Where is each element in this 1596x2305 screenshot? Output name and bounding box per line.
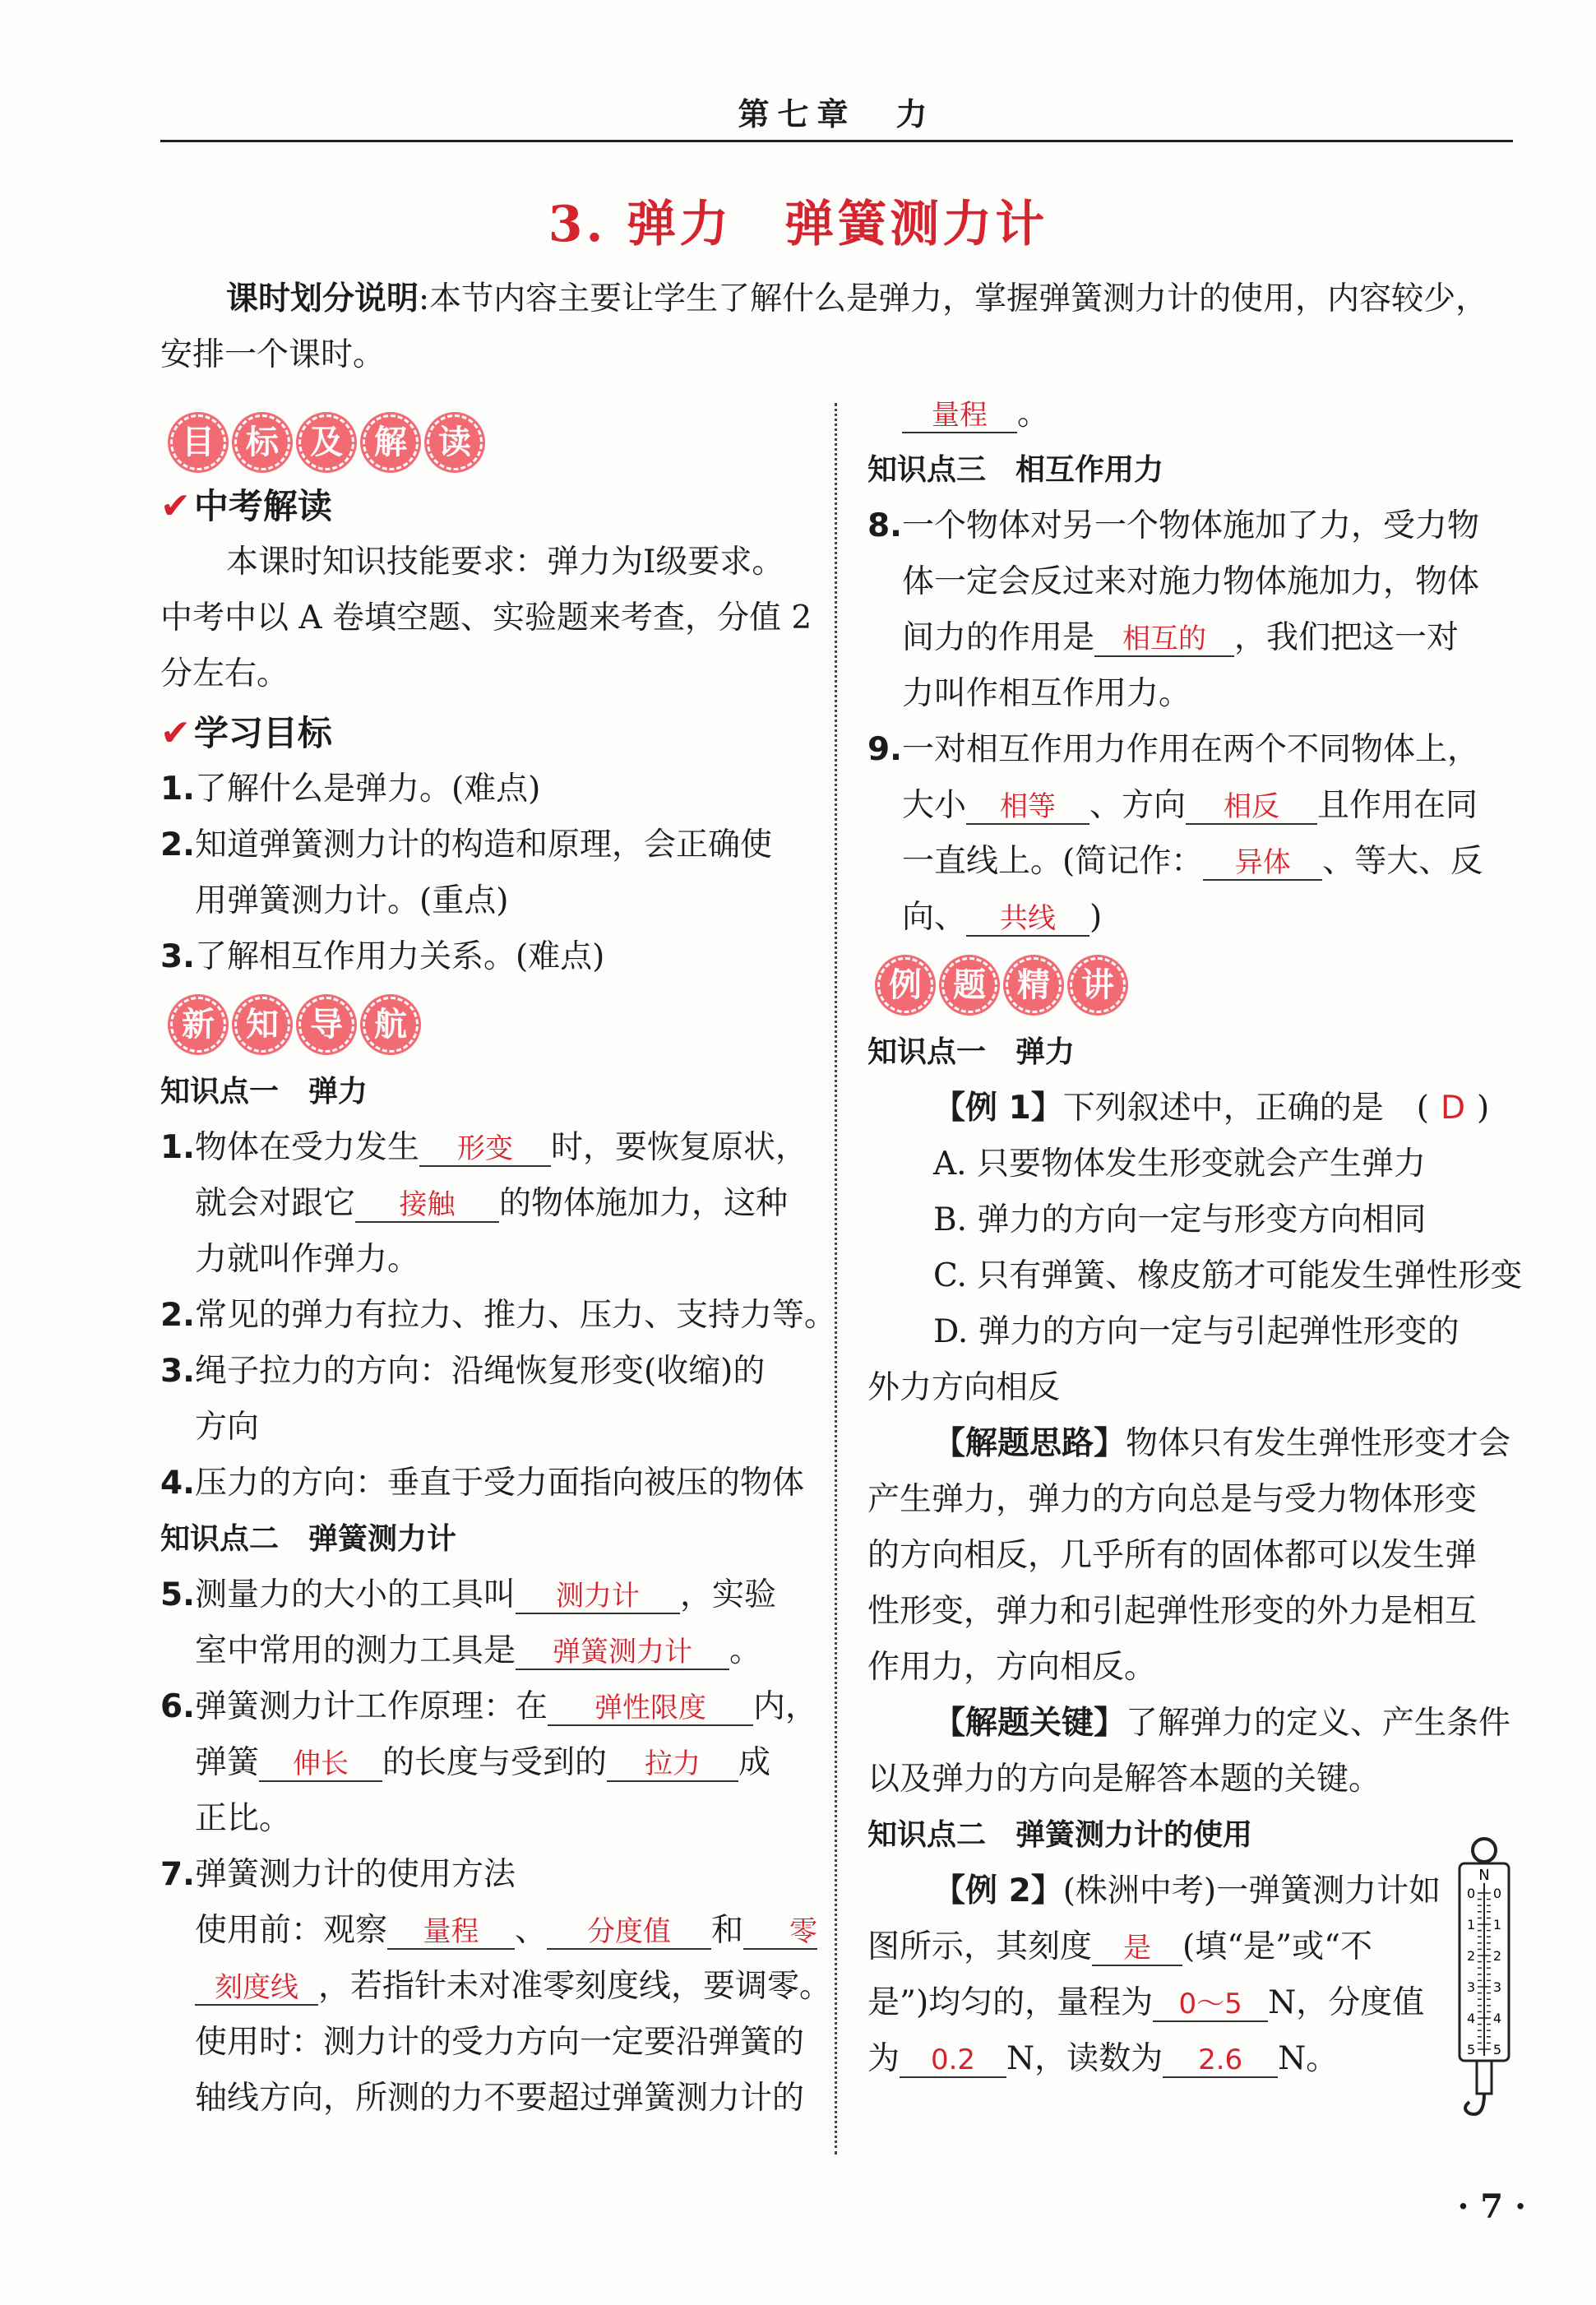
badge-char: 题 <box>941 957 997 1013</box>
question-5 <box>160 1567 818 1623</box>
q-text: 。 <box>1017 396 1050 433</box>
q-text: N。 <box>1278 2040 1339 2077</box>
q-text: 弹簧测力计的使用方法 <box>194 1856 516 1893</box>
question-7-before <box>160 1903 818 1959</box>
question-1-cont <box>160 1176 818 1232</box>
q-text: 下列叙述中，正确的是 <box>1062 1090 1384 1127</box>
idea-text: 产生弹力，弹力的方向总是与受力物体形变 <box>867 1481 1478 1518</box>
knowledge-point-2: 知识点二 弹簧测力计 <box>160 1522 457 1556</box>
q-text: 的物体施加力，这种 <box>499 1185 789 1222</box>
q-num: 9. <box>867 731 902 768</box>
question-2 <box>160 1288 836 1344</box>
scale-tick-label: 0 <box>1492 1886 1501 1901</box>
intro-text-1: :本节内容主要让学生了解什么是弹力，掌握弹簧测力计的使用，内容较少， <box>419 280 1488 317</box>
question-6 <box>160 1679 818 1735</box>
answer-blank: 弹性限度 <box>548 1692 753 1726</box>
scale-tick-label: 4 <box>1467 2011 1476 2026</box>
goals-heading <box>160 706 818 761</box>
example-1: 【例 1】下列叙述中，正确的是 ( D ) <box>933 1090 1490 1127</box>
badge-char: 目 <box>170 414 226 470</box>
q-text: 轴线方向，所测的力不要超过弹簧测力计的 <box>195 2080 805 2117</box>
chapter-title: 第七章 力 <box>738 95 936 132</box>
question-5-cont <box>160 1623 818 1679</box>
knowledge-point-3: 知识点三 相互作用力 <box>867 453 1164 487</box>
scale-ring <box>1473 1839 1496 1862</box>
goal-text: 了解相互作用力关系。(难点) <box>194 938 605 975</box>
idea-text: 性形变，弹力和引起弹性形变的外力是相互 <box>867 1593 1478 1630</box>
idea-text: 的方向相反，几乎所有的固体都可以发生弹 <box>867 1537 1478 1574</box>
answer-blank: 是 <box>1092 1932 1182 1966</box>
scale-hook <box>1465 2094 1484 2114</box>
example-knowledge-point-2: 知识点二 弹簧测力计的使用 <box>867 1818 1253 1852</box>
q-text: 力叫作相互作用力。 <box>902 675 1191 712</box>
q-text: 绳子拉力的方向：沿绳恢复形变(收缩)的 <box>194 1353 766 1390</box>
column-divider <box>835 403 837 2155</box>
q-num: 2. <box>160 1297 195 1334</box>
badge-char: 讲 <box>1070 957 1126 1013</box>
spring-scale-figure <box>1447 1834 1521 2138</box>
badge-char: 导 <box>298 997 354 1053</box>
badge-char: 新 <box>170 997 226 1053</box>
q-text: N，读数为 <box>1006 2040 1163 2077</box>
q-num: 8. <box>867 507 902 544</box>
exam-heading <box>160 479 818 535</box>
scale-tick-label: 5 <box>1467 2042 1476 2057</box>
badge-objectives <box>170 414 818 470</box>
option-d-cont: 外力方向相反 <box>867 1369 1061 1406</box>
goal-item <box>160 817 818 873</box>
q-num: 7. <box>160 1856 195 1893</box>
answer-blank: 0.2 <box>900 2043 1006 2078</box>
q-text: 图所示，其刻度 <box>867 1928 1093 1965</box>
option-d: D. 弹力的方向一定与引起弹性形变的 <box>933 1313 1460 1350</box>
option-a: A. 只要物体发生形变就会产生弹力 <box>933 1146 1426 1183</box>
intro-label: 课时划分说明 <box>226 280 419 317</box>
answer-blank: 分度值 <box>547 1915 711 1950</box>
q-text: ) <box>1089 899 1103 936</box>
q-text: 是”)均匀的，量程为 <box>867 1984 1154 2021</box>
example-2-cont <box>867 1919 1525 1975</box>
example-label: 【例 1】 <box>933 1090 1063 1127</box>
scale-tick-label: 1 <box>1492 1917 1501 1932</box>
q-text: ，实验 <box>679 1576 776 1613</box>
q-text: 常见的弹力有拉力、推力、压力、支持力等。 <box>194 1297 836 1334</box>
q-text: 成 <box>738 1744 771 1781</box>
question-7-before-cont <box>160 1959 832 2015</box>
q-text: 物体在受力发生 <box>194 1129 419 1166</box>
scale-tick-label: 4 <box>1492 2011 1501 2026</box>
scale-tick-label: 1 <box>1467 1917 1476 1932</box>
answer-blank: 测力计 <box>516 1580 680 1614</box>
goal-num: 2. <box>160 826 195 863</box>
badge-examples <box>877 957 1525 1013</box>
running-header <box>160 82 1513 142</box>
badge-char: 例 <box>877 957 933 1013</box>
scale-tick-label: 2 <box>1467 1948 1476 1964</box>
q-text: 时，要恢复原状， <box>550 1129 807 1166</box>
q-text: 内， <box>752 1688 817 1725</box>
badge-new-knowledge <box>170 997 818 1053</box>
option-b: B. 弹力的方向一定与形变方向相同 <box>933 1201 1427 1238</box>
q-text: 压力的方向：垂直于受力面指向被压的物体 <box>194 1465 804 1502</box>
key-text: 了解弹力的定义、产生条件 <box>1126 1705 1511 1742</box>
q-text: 室中常用的测力工具是 <box>195 1632 516 1669</box>
example-source: (株洲中考) <box>1062 1872 1217 1909</box>
answer-blank: 相反 <box>1186 790 1317 825</box>
exam-line: 本课时知识技能要求：弹力为Ⅰ级要求。 <box>226 544 784 581</box>
scale-tick-label: 2 <box>1492 1948 1501 1964</box>
check-icon: ✔ <box>160 485 191 527</box>
q-text: 向、 <box>902 899 967 936</box>
knowledge-point-1: 知识点一 弹力 <box>160 1075 368 1109</box>
goals-heading-text: 学习目标 <box>193 713 332 753</box>
scale-hook-rod <box>1477 2061 1492 2094</box>
goal-text: 知道弹簧测力计的构造和原理，会正确使 <box>194 826 772 863</box>
answer-blank: 量程 <box>387 1915 515 1950</box>
badge-char: 读 <box>427 414 483 470</box>
q-text: ，我们把这一对 <box>1234 619 1460 656</box>
scale-tick-label: 3 <box>1492 1979 1501 1995</box>
badge-char: 标 <box>234 414 290 470</box>
example-2 <box>867 1863 1525 1919</box>
question-9 <box>867 722 1525 778</box>
q-num: 3. <box>160 1353 195 1390</box>
q-text: 、 <box>515 1912 548 1949</box>
q-text: 一对相互作用力作用在两个不同物体上， <box>901 731 1479 768</box>
answer-blank: 伸长 <box>259 1747 382 1782</box>
q-text: 间力的作用是 <box>902 619 1095 656</box>
q-text: 就会对跟它 <box>195 1185 356 1222</box>
q-text: ，若指针未对准零刻度线，要调零。 <box>318 1968 832 2005</box>
q-text: 弹簧测力计工作原理：在 <box>194 1688 548 1725</box>
q-text: 、等大、反 <box>1322 843 1483 880</box>
answer-blank: 相互的 <box>1094 623 1234 657</box>
idea-text: 物体只有发生弹性形变才会 <box>1126 1425 1511 1462</box>
q-text: 一个物体对另一个物体施加了力，受力物 <box>901 507 1479 544</box>
q-text: 大小 <box>902 787 967 824</box>
idea-text: 作用力，方向相反。 <box>867 1649 1157 1686</box>
question-7 <box>160 1847 818 1903</box>
goal-num: 1. <box>160 771 195 808</box>
example-2-cont3 <box>867 2031 1525 2087</box>
exam-heading-text: 中考解读 <box>193 486 332 526</box>
page-number: · 7 · <box>1457 2187 1526 2226</box>
q7-continuation <box>867 386 1525 442</box>
check-icon: ✔ <box>160 712 191 754</box>
badge-char: 及 <box>298 414 354 470</box>
answer-blank: 拉力 <box>607 1747 738 1782</box>
intro <box>160 271 1517 383</box>
idea-label: 【解题思路】 <box>933 1425 1126 1462</box>
question-9-cont3 <box>867 890 1525 946</box>
goal-text: 了解什么是弹力。(难点) <box>194 771 541 808</box>
example-label: 【例 2】 <box>933 1872 1063 1909</box>
question-8 <box>867 498 1525 554</box>
q-num: 5. <box>160 1576 195 1613</box>
question-4 <box>160 1456 818 1511</box>
question-8-cont <box>867 610 1525 666</box>
example-knowledge-point-1: 知识点一 弹力 <box>867 1035 1076 1069</box>
answer-blank: 弹簧测力计 <box>516 1636 729 1670</box>
q-text: 正比。 <box>195 1800 292 1837</box>
q-num: 6. <box>160 1688 195 1725</box>
answer-blank: 共线 <box>966 902 1089 937</box>
example-2-cont2 <box>867 1975 1525 2031</box>
q-text: 且作用在同 <box>1317 787 1478 824</box>
intro-text-2: 安排一个课时。 <box>160 336 386 373</box>
exam-line: 分左右。 <box>160 655 289 692</box>
q-text: 、方向 <box>1089 787 1187 824</box>
badge-char: 精 <box>1006 957 1062 1013</box>
right-column <box>867 386 1525 2087</box>
exam-line: 中考中以 A 卷填空题、实验题来考查，分值 2 <box>160 599 812 636</box>
answer-blank: 0～5 <box>1153 1988 1268 2022</box>
badge-char: 解 <box>363 414 419 470</box>
q-text: 。 <box>729 1632 762 1669</box>
scale-tick-label: 0 <box>1467 1886 1476 1901</box>
answer-blank: 量程 <box>902 399 1017 433</box>
key-text: 以及弹力的方向是解答本题的关键。 <box>867 1761 1381 1798</box>
scale-unit: N <box>1478 1867 1490 1884</box>
q-num: 1. <box>160 1129 195 1166</box>
answer-blank: 2.6 <box>1163 2043 1278 2078</box>
question-1 <box>160 1120 818 1176</box>
q-text: 使用时：测力计的受力方向一定要沿弹簧的 <box>195 2024 805 2061</box>
q-text: 弹簧 <box>195 1744 260 1781</box>
q-text: N，分度值 <box>1268 1984 1425 2021</box>
answer-blank: 异体 <box>1203 846 1322 881</box>
left-column <box>160 411 836 2127</box>
q-num: 4. <box>160 1465 195 1502</box>
q-text: 方向 <box>195 1409 260 1446</box>
answer-blank: 形变 <box>419 1132 551 1167</box>
option-c: C. 只有弹簧、橡皮筋才可能发生弹性形变 <box>933 1257 1523 1294</box>
question-3 <box>160 1344 818 1400</box>
solution-idea <box>867 1416 1525 1472</box>
answer-choice: D <box>1440 1090 1465 1127</box>
answer-blank: 相等 <box>966 790 1089 825</box>
answer-blank: 接触 <box>355 1188 499 1223</box>
answer-blank: 零 <box>743 1915 817 1950</box>
q-text: 一弹簧测力计如 <box>1216 1872 1441 1909</box>
goal-text: 用弹簧测力计。(重点) <box>195 882 509 919</box>
key-label: 【解题关键】 <box>933 1705 1126 1742</box>
question-9-cont2 <box>867 834 1525 890</box>
q-text: 的长度与受到的 <box>382 1744 608 1781</box>
q-text: (填“是”或“不 <box>1182 1928 1373 1965</box>
q-text: 为 <box>867 2040 900 2077</box>
page-title: 3. 弹力 弹簧测力计 <box>548 196 1048 253</box>
q-text: 使用前：观察 <box>195 1912 388 1949</box>
q-text: 体一定会反过来对施力物体施加力，物体 <box>902 563 1480 600</box>
q-text: 力就叫作弹力。 <box>195 1241 420 1278</box>
answer-blank: 刻度线 <box>195 1971 318 2006</box>
solution-key <box>867 1696 1525 1752</box>
scale-tick-label: 3 <box>1467 1979 1476 1995</box>
question-9-cont <box>867 778 1525 834</box>
goal-num: 3. <box>160 938 195 975</box>
badge-char: 知 <box>234 997 290 1053</box>
scale-tick-label: 5 <box>1492 2042 1501 2057</box>
q-text: 一直线上。(简记作： <box>902 843 1204 880</box>
goal-item <box>160 929 818 985</box>
q-text: 测量力的大小的工具叫 <box>194 1576 516 1613</box>
q-text: 和 <box>711 1912 744 1949</box>
badge-char: 航 <box>363 997 419 1053</box>
question-6-cont <box>160 1735 818 1791</box>
goal-item <box>160 761 818 817</box>
